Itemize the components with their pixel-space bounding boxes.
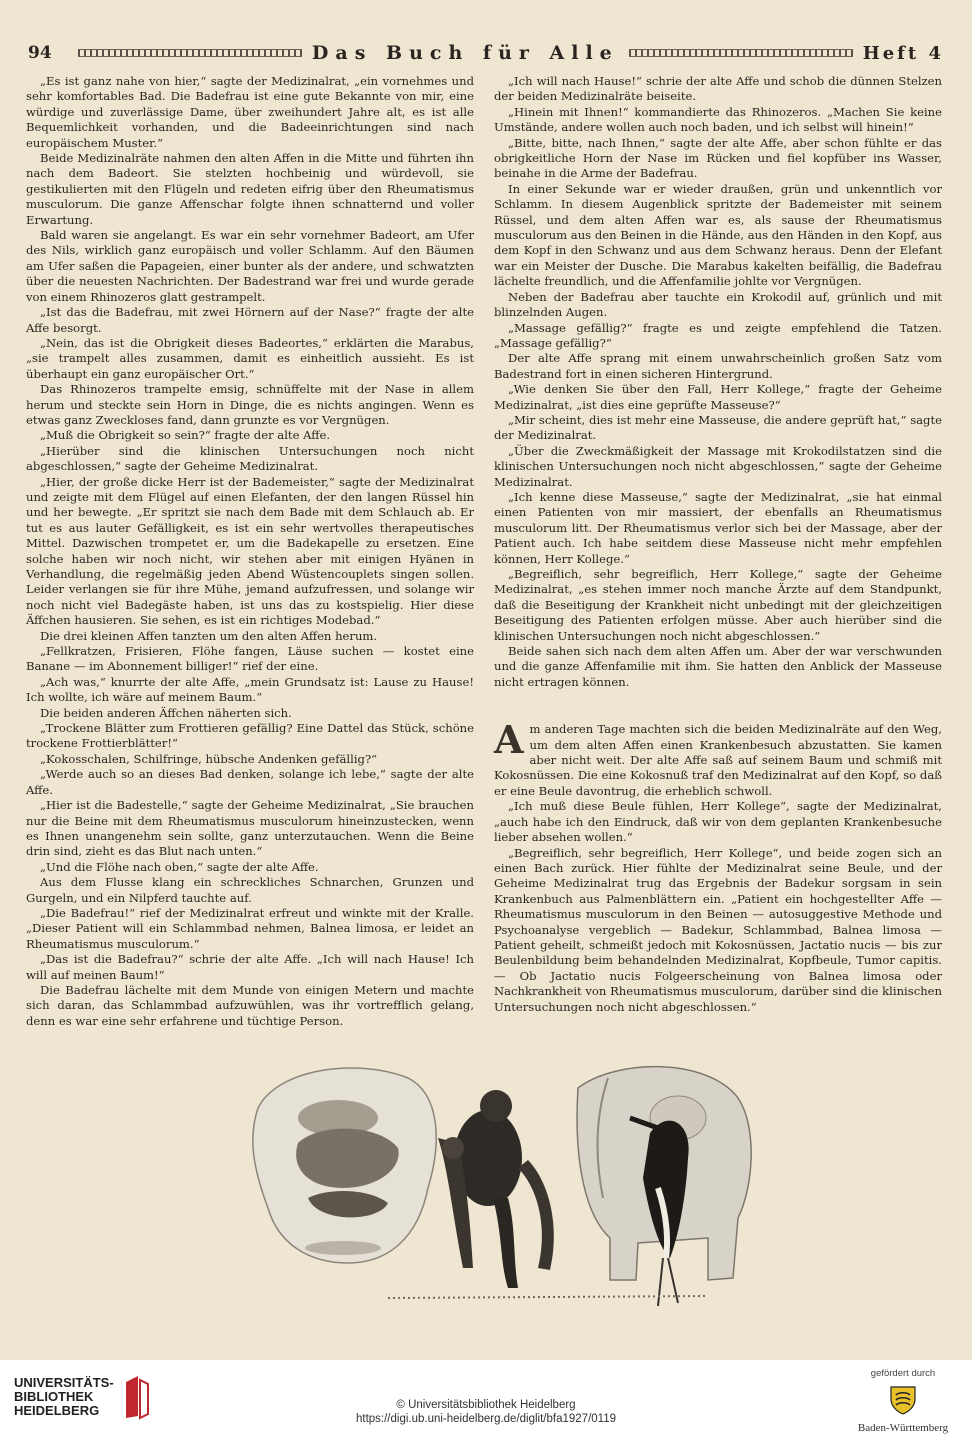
paragraph: Die drei kleinen Affen tanzten um den alten Affen herum. (40, 628, 378, 643)
paragraph: Neben der Badefrau aber tauchte ein Krokodil auf, grünlich und mit blinzelnden Augen. (494, 289, 942, 320)
paragraph: „Ach was,“ knurrte der alte Affe, „mein Grundsatz ist: Lause zu Hause! Ich wollte, ich wäre auf meinem Baum.“ (26, 674, 474, 705)
paragraph: Bald waren sie angelangt. Es war ein sehr vornehmer Badeort, am Ufer des Nils, wirklich ganz europäisch und voller Schlamm. Auf den Bäumen am Ufer saßen die Papageien, einer bunter als der andere, und schwatzten über die neuesten Nachrichten. Der Badestrand war frei und wurde gerade von einem Rhinozeros glatt gestrampelt. (26, 228, 474, 304)
sponsor-block[interactable] (848, 1368, 958, 1434)
paragraph: „Hier ist die Badestelle,“ sagte der Geheime Medizinalrat, „Sie brauchen nur die Beine mit dem Rheumatismus musculorum hineinzustecken, wenn es Ihnen unangenehm sein sollte, ganz unterzutauchen. Wenn die Beine drin sind, zieht es das Blut nach unten.“ (26, 798, 474, 859)
source-url[interactable]: https://digi.ub.uni-heidelberg.de/diglit/bfa1927/0119 (355, 1413, 616, 1425)
header-ornament-right (629, 49, 853, 57)
university-library-logo[interactable] (14, 1374, 150, 1420)
page-header (28, 40, 944, 66)
paragraph: Der alte Affe sprang mit einem unwahrscheinlich großen Satz vom Badestrand fort in einen sicheren Hintergrund. (494, 351, 942, 381)
page-number: 94 (28, 43, 52, 63)
paragraph: Beide sahen sich nach dem alten Affen um. Aber der war verschwunden und die ganze Affenfamilie mit ihm. Sie hatten den Anblick der Masseuse nicht ertragen können. (494, 644, 942, 689)
paragraph: „Kokosschalen, Schilfringe, hübsche Andenken gefällig?“ (40, 751, 378, 766)
library-name: UNIVERSITÄTS- BIBLIOTHEK HEIDELBERG (14, 1375, 114, 1418)
paragraph: „Hinein mit Ihnen!“ kommandierte das Rhinozeros. „Machen Sie keine Umstände, andere wollen auch noch baden, und ich selbst will hinein!“ (494, 104, 942, 135)
state-coat-of-arms-icon (888, 1383, 918, 1415)
header-ornament-left (78, 49, 302, 57)
magazine-title: Das Buch für Alle (311, 42, 619, 64)
paragraph: Aus dem Flusse klang ein schreckliches Schnarchen, Grunzen und Gurgeln, und ein Nilpferd tauchte auf. (26, 875, 474, 905)
paragraph: „Massage gefällig?“ fragte es und zeigte empfehlend die Tatzen. „Massage gefällig?“ (494, 320, 942, 350)
paragraph: „Mir scheint, dies ist mehr eine Masseuse, die andere geprüft hat,“ sagte der Medizinalrat. (494, 412, 942, 443)
paragraph: „Ich will nach Hause!“ schrie der alte Affe und schob die dünnen Stelzen der beiden Medizinalräte beiseite. (494, 74, 942, 104)
digitization-credit (300, 1398, 672, 1426)
paragraph: In einer Sekunde war er wieder draußen, grün und unkenntlich vor Schlamm. In diesem Augenblick spritzte der Bademeister mit seinem Rüssel, und dem alten Affen war es, als sause der Rheumatismus musculorum aus den Beinen in die Hände, aus den Händen in den Kopf, aus dem Kopf in den Schwanz und aus dem Schwanz heraus. Denn der Elefant war ein Meister der Dusche. Die Marabus kakelten beifällig, die Badefrau lächelte freundlich, und die Affenfamilie johlte vor Vergnügen. (494, 181, 942, 289)
paragraph: „Begreiflich, sehr begreiflich, Herr Kollege,“ sagte der Geheime Medizinalrat, „es stehen immer noch manche Ärzte auf dem Standpunkt, daß die Beseitigung der Krankheit nicht unbedingt mit der gleichzeitigen Beseitigung des Patienten erfolgen müsse. Aber auch hierüber sind die klinischen Untersuchungen noch nicht abgeschlossen.“ (494, 567, 942, 643)
paragraph: „Wie denken Sie über den Fall, Herr Kollege,“ fragte der Geheime Medizinalrat, „ist dies eine geprüfte Masseuse?“ (494, 382, 942, 412)
library-mark-icon (124, 1374, 150, 1420)
drop-cap: A (494, 717, 524, 763)
paragraph: Das Rhinozeros trampelte emsig, schnüffelte mit der Nase in allem herum und steckte sein Horn in Dinge, die es nichts angingen. Wenn es etwas ganz Zweckloses fand, dann grunzte es vor Vergnügen. (26, 382, 474, 427)
paragraph: „Trockene Blätter zum Frottieren gefällig? Eine Dattel das Stück, schöne trockene Frottierblätter!“ (26, 721, 474, 751)
paragraph: Beide Medizinalräte nahmen den alten Affen in die Mitte und führten ihn nach dem Badeort. Sie stelzten hochbeinig und würdevoll, sie gestikulierten mit den Flügeln und redeten eifrig über den Rheumatismus musculorum. Die ganze Affenschar folgte ihnen schnatternd und voller Erwartung. (26, 151, 474, 227)
paragraph: „Es ist ganz nahe von hier,“ sagte der Medizinalrat, „ein vornehmes und sehr komfortables Bad. Die Badefrau ist eine gute Bekannte von mir, eine würdige und zuverlässige Dame, über zweihundert Jahre alt, es ist alle Bequemlichkeit vorhanden, und die Badeeinrichtungen sind nach europäischem Muster.“ (26, 74, 474, 150)
sponsor-name: Baden-Württemberg (857, 1422, 949, 1434)
paragraph: „Und die Flöhe nach oben,“ sagte der alte Affe. (40, 859, 319, 874)
paragraph: „Bitte, bitte, nach Ihnen,“ sagte der alte Affe, aber schon fühlte er das obrigkeitliche Horn der Nase im Rücken und fiel kopfüber ins Wasser, beinahe in die Arme der Badefrau. (494, 135, 942, 181)
right-column (494, 74, 942, 1015)
page-footer (0, 1360, 972, 1434)
issue-label: Heft 4 (862, 42, 945, 64)
paragraph: Die beiden anderen Äffchen näherten sich. (40, 705, 292, 720)
section-start-text: m anderen Tage machten sich die beiden Medizinalräte auf den Weg, um dem alten Affen einen Krankenbesuch abzustatten. Sie kamen aber nicht weit. Der alte Affe saß auf seinem Baum und schmiß mit Kokosnüssen. Die eine Kokosnuß traf den Medizinalrat auf den Kopf, so daß er eine Beule davontrug, die erheblich schwoll. (494, 722, 942, 798)
paragraph: „Werde auch so an dieses Bad denken, solange ich lebe,“ sagte der alte Affe. (26, 767, 474, 797)
hippo-figure (253, 1068, 436, 1263)
paragraph: „Begreiflich, sehr begreiflich, Herr Kollege“, und beide zogen sich an einen Bach zurück. Hier fühlte der Medizinalrat seine Beule, und der Geheime Medizinalrat trug das Ergebnis der Badekur sorgsam in sein Krankenbuch aus Palmenblättern ein. „Patient ein hochgestellter Affe — Rheumatismus musculorum in den Beinen — autosuggestive Methode und Psychoanalyse vergeblich — Badekur, Schlammbad, Balnea limosa — Patient geheilt, schmeißt jedoch mit Kokosnüssen, Jactatio nucis — bis zur Beulenbildung beim behandelnden Medizinalrat, Kopfbeule, Tumor capitis. — Ob Jactatio nucis Folgeerscheinung von Balnea limosa oder Nachkrankheit von Rheumatismus musculorum, darüber sind die klinischen Untersuchungen noch nicht abgeschlossen.“ (494, 845, 942, 1014)
copyright-line: © Universitätsbibliothek Heidelberg (396, 1399, 576, 1411)
section-start-paragraph (494, 717, 942, 799)
paragraph: „Fellkratzen, Frisieren, Flöhe fangen, Läuse suchen — kostet eine Banane — im Abonnement billiger!“ rief der eine. (26, 644, 474, 674)
paragraph: „Ich kenne diese Masseuse,“ sagte der Medizinalrat, „sie hat einmal einen Patienten von mir massiert, der ebenfalls an Rheumatismus musculorum litt. Der Rheumatismus verlor sich bei der Massage, aber der Patient auch. Ich habe seitdem diese Masseuse nicht mehr empfehlen können, Herr Kollege.“ (494, 489, 942, 566)
paragraph: „Hierüber sind die klinischen Untersuchungen noch nicht abgeschlossen,“ sagte der Geheime Medizinalrat. (26, 443, 474, 474)
paragraph: „Muß die Obrigkeit so sein?“ fragte der alte Affe. (40, 428, 331, 443)
animal-illustration (238, 1048, 758, 1348)
paragraph: „Ich muß diese Beule fühlen, Herr Kollege“, sagte der Medizinalrat, „auch habe ich den Eindruck, daß wir von dem geplanten Krankenbesuche lieber absehen wollen.“ (494, 799, 942, 845)
left-column (26, 74, 474, 1029)
paragraph: „Über die Zweckmäßigkeit der Massage mit Krokodilstatzen sind die klinischen Untersuchungen noch nicht abgeschlossen,“ sagte der Geheime Medizinalrat. (494, 443, 942, 489)
paragraph: „Ist das die Badefrau, mit zwei Hörnern auf der Nase?“ fragte der alte Affe besorgt. (26, 305, 474, 335)
paragraph: „Das ist die Badefrau?“ schrie der alte Affe. „Ich will nach Hause! Ich will auf meinen Baum!“ (26, 952, 474, 982)
monkeys-figure (438, 1090, 554, 1288)
paragraph: „Nein, das ist die Obrigkeit dieses Badeortes,“ erklärten die Marabus, „sie trampelt alles zusammen, damit es einheitlich aussieht. Es ist überhaupt ein ganz europäischer Ort.“ (26, 335, 474, 381)
sponsor-label: gefördert durch (870, 1368, 936, 1379)
paragraph: Die Badefrau lächelte mit dem Munde von einigen Metern und machte sich daran, das Schlammbad aufzuwühlen, was ihr vortrefflich gelang, denn es war eine sehr erfahrene und tüchtige Person. (26, 982, 474, 1028)
paragraph: „Die Badefrau!“ rief der Medizinalrat erfreut und winkte mit der Kralle. „Dieser Patient will ein Schlammbad nehmen, Balnea limosa, er leidet an Rheumatismus musculorum.“ (26, 905, 474, 951)
paragraph: „Hier, der große dicke Herr ist der Bademeister,“ sagte der Medizinalrat und zeigte mit dem Flügel auf einen Elefanten, der den langen Rüssel hin und her bewegte. „Er spritzt sie nach dem Bade mit dem Schlauch ab. Er tut es aus lauter Gefälligkeit, es ist ein sehr wertvolles therapeutisches Mittel. Dazwischen trompetet er, um die Badekapelle zu ersetzen. Eine solche haben wir noch nicht, wir stehen aber mit einigen Hyänen in Verhandlung, die regelmäßig jeden Abend Wüstencouplets singen sollen. Leider verlangen sie für ihre Mühe, jemand aufzufressen, und solange wir noch nicht viel Badegäste haben, ist uns das zu kostspielig. Hier diese Äffchen hausieren. Sie sehen, es ist ein richtiges Modebad.“ (26, 474, 474, 628)
